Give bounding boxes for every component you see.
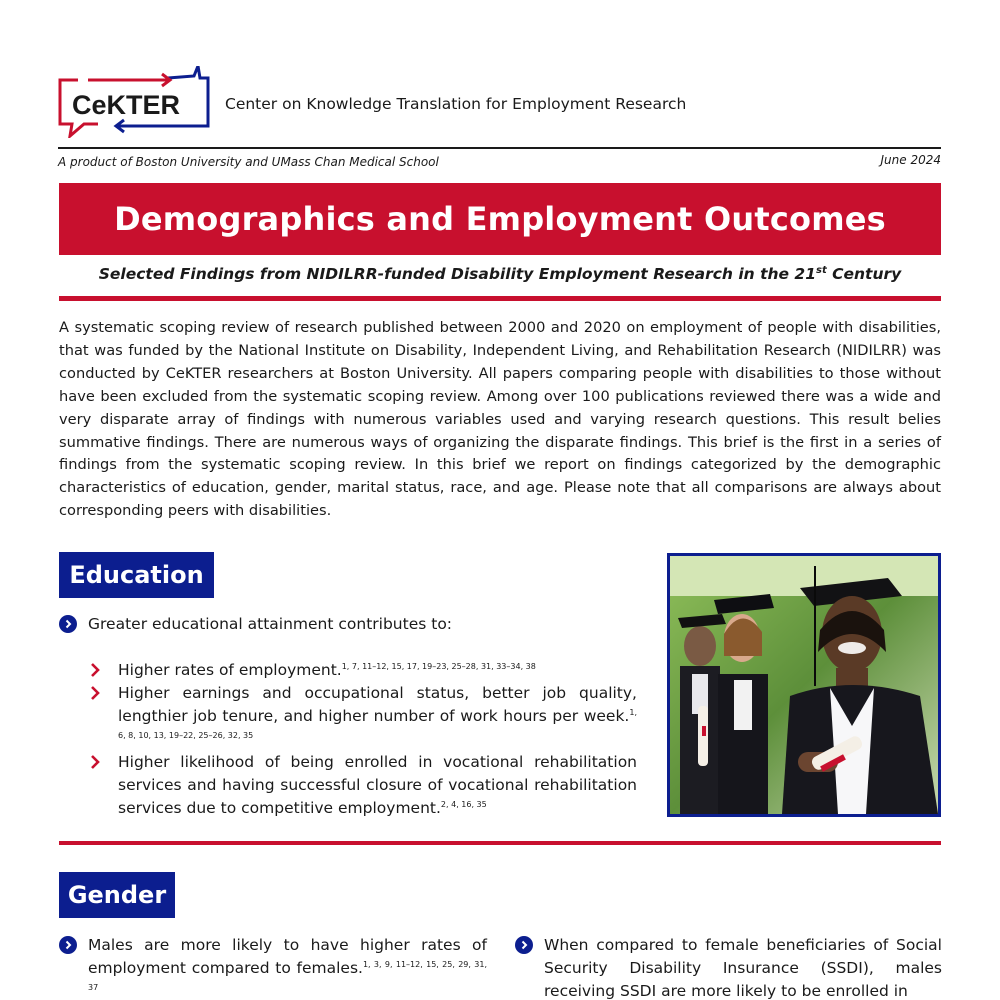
gender-right-text: When compared to female beneficiaries of Social Security Disability Insurance (SSDI), males receiving SSDI are more likely to be enrolled in [544, 936, 942, 1000]
title-banner [59, 183, 941, 255]
citation-refs: 1, 3, 9, 11–12, 15, 25, 29, 31, 37 [88, 959, 487, 992]
red-chevron-icon [89, 684, 103, 702]
logo-wordmark: CeKTER [72, 90, 181, 120]
education-item-text [118, 682, 637, 751]
navy-circle-chevron-icon [515, 936, 533, 954]
product-line: A product of Boston University and UMass Chan Medical School [58, 155, 439, 169]
gender-item-left [59, 934, 487, 1000]
citation-refs: 2, 4, 16, 35 [440, 799, 487, 809]
citation-refs: 1, 6, 8, 10, 13, 19–22, 25–26, 32, 35 [118, 707, 637, 740]
center-name: Center on Knowledge Translation for Employment Research [225, 95, 687, 113]
subtitle-superscript: st [816, 265, 827, 276]
header-rule [58, 147, 941, 149]
navy-circle-chevron-icon [59, 615, 77, 633]
education-item-3-text: Higher likelihood of being enrolled in vocational rehabilitation services and having successful closure of vocational rehabilitation services due to competitive employment. [118, 753, 637, 817]
section-divider [59, 841, 941, 845]
education-item-2-text: Higher earnings and occupational status, better job quality, lengthier job tenure, and higher number of work hours per week. [118, 684, 637, 725]
cekter-logo [58, 66, 213, 138]
intro-paragraph: A systematic scoping review of research published between 2000 and 2020 on employment of people with disabilities, that was funded by the National Institute on Disability, Independent Living, and Rehabilitation Research (NIDILRR) was conducted by CeKTER researchers at Boston University. All papers comparing people with disabilities to those without have been excluded from the systematic scoping review. Among over 100 publications reviewed there was a wide and very disparate array of findings with numerous variables used and varying research questions. This result belies summative findings. There are numerous ways of organizing the disparate findings. This brief is the first in a series of findings from the systematic scoping review. In this brief we report on findings categorized by the demographic characteristics of education, gender, marital status, race, and age. Please note that all comparisons are always about corresponding peers with disabilities. [59, 319, 941, 520]
publication-date: June 2024 [880, 153, 941, 167]
citation-refs: 1, 7, 11–12, 15, 17, 19–23, 25–28, 31, 33–34, 38 [341, 661, 536, 671]
gender-item-right [515, 934, 942, 1000]
page-title: Demographics and Employment Outcomes [114, 200, 886, 238]
education-item-1-text: Higher rates of employment. [118, 661, 342, 679]
gender-item-text [88, 934, 487, 1000]
graduates-photo [667, 553, 941, 817]
education-heading-text: Education [69, 561, 204, 589]
education-lead-item [59, 613, 619, 636]
red-chevron-icon [89, 661, 103, 679]
navy-circle-chevron-icon [59, 936, 77, 954]
subtitle-rule [59, 296, 941, 301]
subtitle [59, 265, 941, 283]
education-lead-text: Greater educational attainment contributes to: [88, 615, 453, 633]
education-item [89, 751, 637, 820]
education-item [89, 659, 637, 682]
education-item [89, 682, 637, 751]
gender-heading [59, 872, 175, 918]
gender-heading-text: Gender [67, 881, 167, 909]
red-chevron-icon [89, 753, 103, 771]
subtitle-text: Selected Findings from NIDILRR-funded Disability Employment Research in the 21 [98, 265, 816, 284]
gender-left-text: Males are more likely to have higher rates of employment compared to females. [88, 936, 487, 977]
education-item-text [118, 751, 637, 820]
education-item-text [118, 659, 637, 682]
education-heading [59, 552, 214, 598]
subtitle-text-end: Century [826, 265, 902, 284]
